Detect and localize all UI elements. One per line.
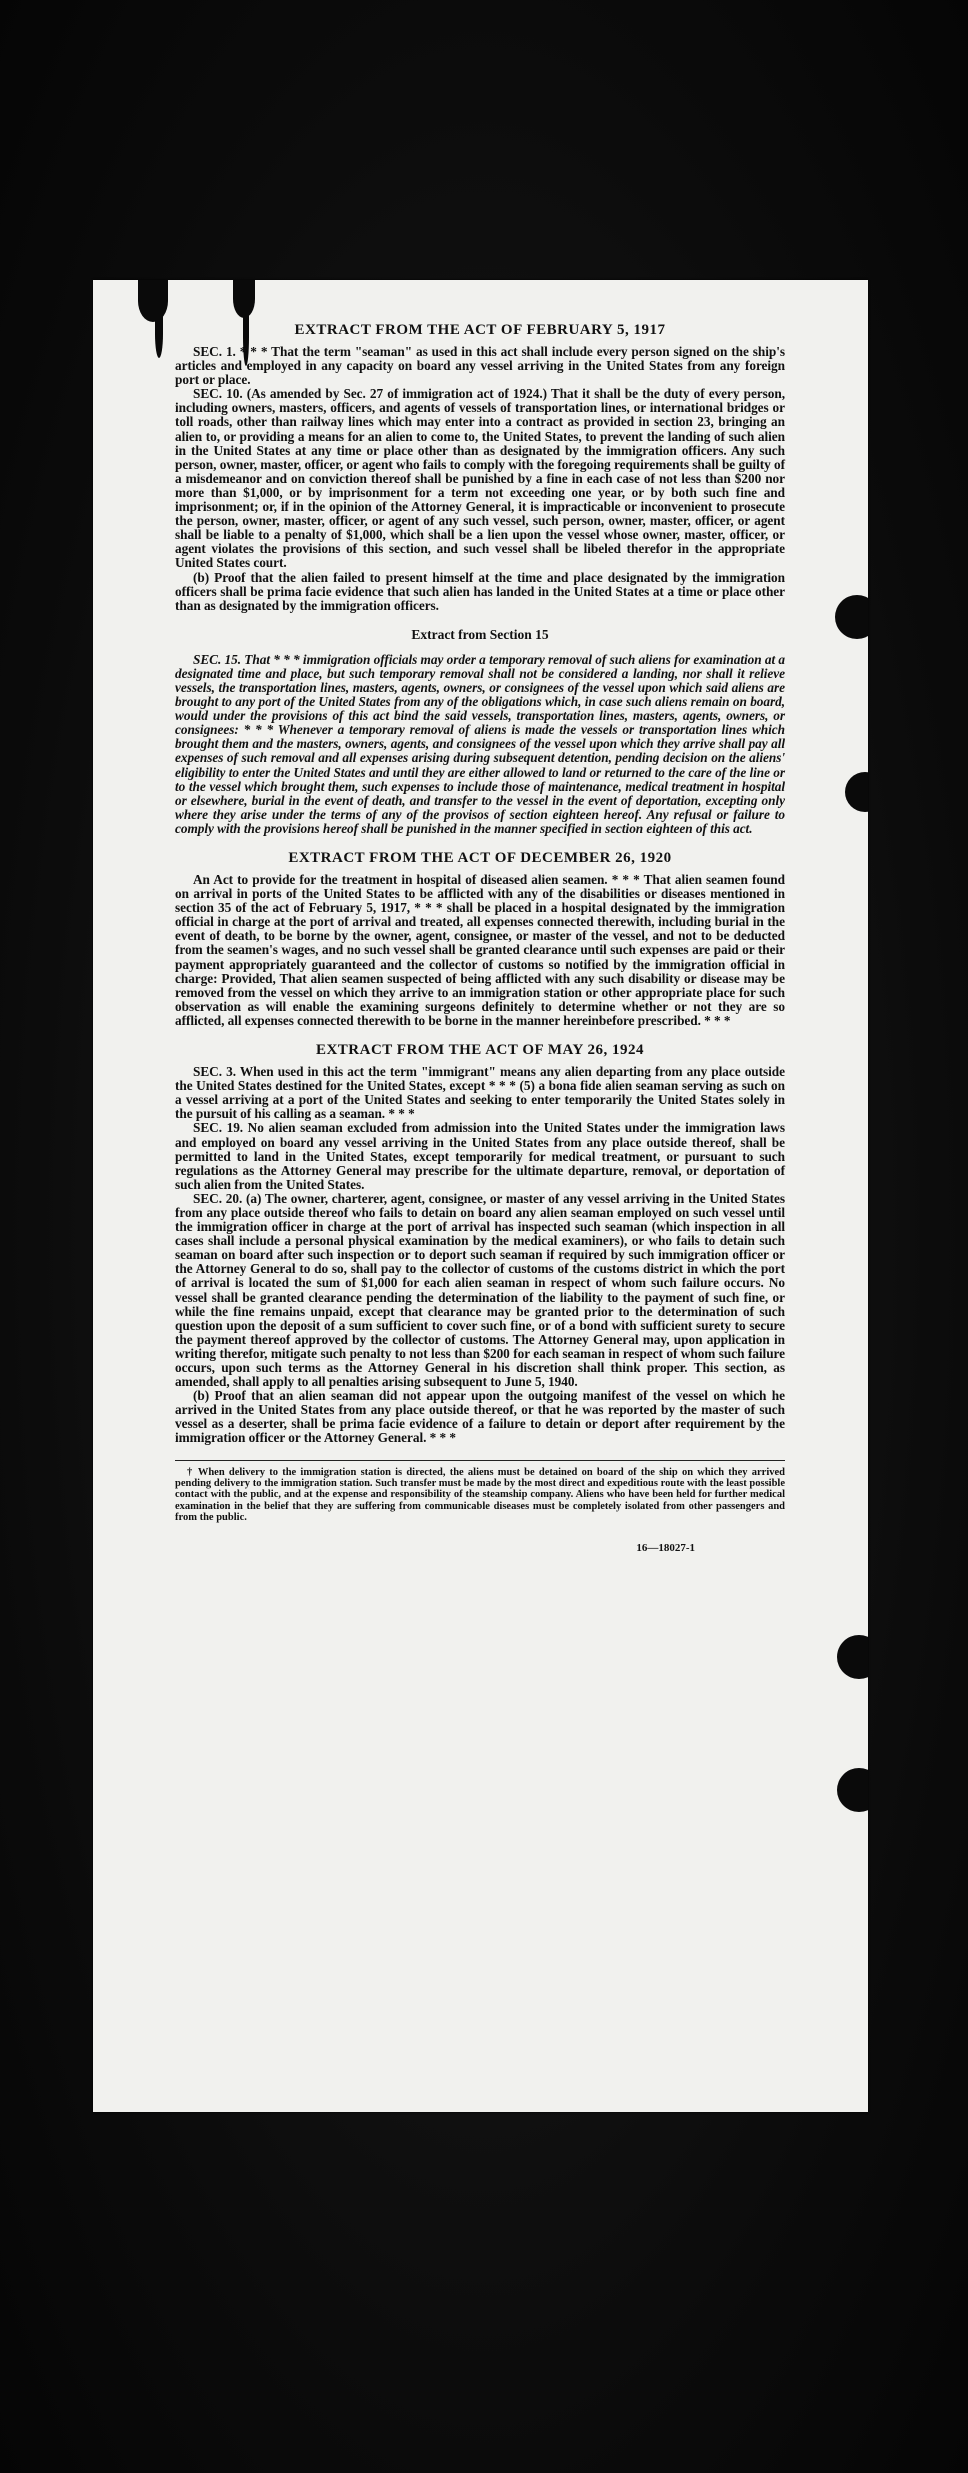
hole-mark-2 [845, 772, 868, 812]
section-dec-1920 [175, 850, 785, 1028]
paragraph: (b) Proof that the alien failed to present himself at the time and place designated by the immigration officers shall be prima facie evidence that such alien has landed in the United States at a time or place other than as designated by the immigration officers. [175, 569, 785, 613]
paragraph: SEC. 3. When used in this act the term "immigrant" means any alien departing from any place outside the United States destined for the United States, except * * * (5) a bona fide alien seaman serving as such on a vessel arriving at a port of the United States and seeking to enter temporarily the United States solely in the pursuit of his calling as a seaman. * * * [175, 1064, 785, 1122]
heading-dec-1920: EXTRACT FROM THE ACT OF DECEMBER 26, 1920 [288, 850, 672, 866]
paragraph: An Act to provide for the treatment in hospital of diseased alien seamen. * * * That alien seamen found on arrival in ports of the United States to be afflicted with any of the disabilities or diseases mentioned in section 35 of the act of February 5, 1917, * * * shall be placed in a hospital designated by the immigration official in charge at the port of arrival and treated, all expenses connected therewith, including burial in the event of death, to be borne by the owner, agent, consignee, or master of the vessel, and not to be deducted from the seamen's wages, and no such vessel shall be granted clearance until such expenses are paid or their payment appropriately guaranteed and the collector of customs so notified by the immigration official in charge: Provided, That alien seamen suspected of being afflicted with any such disability or disease may be removed from the vessel on which they arrive to an immigration station or other appropriate place for such observation as will enable the examining surgeons definitely to determine whether or not they are so afflicted, all expenses connected therewith to be borne in the manner hereinbefore prescribed. * * * [175, 872, 785, 1028]
heading-section-15: Extract from Section 15 [411, 626, 549, 642]
paragraph: (b) Proof that an alien seaman did not appear upon the outgoing manifest of the vessel on which he arrived in the United States from any place outside thereof, or that he was reported by the master of such vessel as a deserter, shall be prima facie evidence of a failure to detain or deport after requirement by the immigration officer or the Attorney General. * * * [175, 1388, 785, 1446]
hole-mark-4 [837, 1768, 868, 1812]
hole-mark-1 [835, 595, 868, 639]
paragraph: SEC. 20. (a) The owner, charterer, agent, consignee, or master of any vessel arriving in the United States from any place outside thereof who fails to detain on board any alien seaman employed on such vessel until the immigration officer in charge at the port of arrival has inspected such seaman (which inspection in all cases shall include a personal physical examination by the medical examiners), or who fails to detain such seaman on board after such inspection or to deport such seaman if required by such immigration officer or the Attorney General to do so, shall pay to the collector of customs of the customs district in which the port of arrival is located the sum of $1,000 for each alien seaman in respect of whom such failure occurs. No vessel shall be granted clearance pending the determination of the liability to the payment of such fine, or while the fine remains unpaid, except that clearance may be granted prior to the determination of such question upon the deposit of a sum sufficient to cover such fine, or of a bond with sufficient surety to secure the payment thereof approved by the collector of customs. The Attorney General may, upon application in writing therefor, mitigate such penalty to not less than $200 for each seaman in respect of whom such failure occurs, upon such terms as the Attorney General in his discretion shall think proper. This section, as amended, shall apply to all penalties arising subsequent to June 5, 1940. [175, 1190, 785, 1390]
form-number: 16—18027-1 [636, 1541, 695, 1554]
footnote: † When delivery to the immigration station is directed, the aliens must be detained on board of the ship on which they arrived pending delivery to the immigration station. Such transfer must be made by the most direct and expeditious route with the least possible contact with the public, and at the expense and responsibility of the steamship company. Aliens who have been held for further medical examination in the belief that they are suffering from communicable diseases must be completely isolated from other passengers and from the public. [175, 1466, 785, 1524]
document-text [175, 322, 785, 1554]
paragraph: SEC. 10. (As amended by Sec. 27 of immigration act of 1924.) That it shall be the duty of every person, including owners, masters, officers, and agents of vessels of transportation lines, or international bridges or toll roads, other than railway lines which may enter into a contract as provided in section 23, bringing an alien to, or providing a means for an alien to come to, the United States, to prevent the landing of such alien in the United States at any time or place other than as designated by the immigration officers. Any such person, owner, master, officer, or agent who fails to comply with the foregoing requirements shall be guilty of a misdemeanor and on conviction thereof shall be punished by a fine in each case of not less than $200 nor more than $1,000, or by imprisonment for a term not exceeding one year, or by both such fine and imprisonment; or, if in the opinion of the Attorney General, it is impracticable or inconvenient to prosecute the person, owner, master, officer, or agent of any such vessel, such person, owner, master, officer, or agent shall be liable to a penalty of $1,000, which shall be a lien upon the vessel whose owner, master, officer, or agent violates the provisions of this section, and such vessel shall be libeled therefor in the appropriate United States court. [175, 386, 785, 571]
paragraph: SEC. 1. * * * That the term "seaman" as used in this act shall include every person signed on the ship's articles and employed in any capacity on board any vessel arriving in the United States from any foreign port or place. [175, 344, 785, 388]
paragraph: SEC. 15. That * * * immigration officials may order a temporary removal of such aliens for examination at a designated time and place, but such temporary removal shall not be considered a landing, nor shall it relieve vessels, the transportation lines, masters, agents, owners, or consignees of the vessel upon which said aliens are brought to any port of the United States from any of the obligations which, in case such aliens remain on board, would under the provisions of this act bind the said vessels, transportation lines, masters, agents, owners, or consignees: * * * Whenever a temporary removal of aliens is made the vessels or transportation lines which brought them and the masters, owners, agents, and consignees of the vessel upon which they arrive shall pay all expenses of such removal and all expenses arising during subsequent detention, pending decision on the aliens' eligibility to enter the United States and until they are either allowed to land or returned to the care of the line or to the vessel which brought them, such expenses to include those of maintenance, medical treatment in hospital or elsewhere, burial in the event of death, and transfer to the vessel in the event of deportation, excepting only where they arise under the terms of any of the provisos of section eighteen hereof. Any refusal or failure to comply with the provisions hereof shall be punished in the manner specified in section eighteen of this act. [175, 651, 785, 836]
heading-may-1924: EXTRACT FROM THE ACT OF MAY 26, 1924 [315, 1042, 645, 1059]
document-page [93, 280, 868, 2112]
hole-mark-3 [837, 1635, 868, 1679]
ink-drip-left-tail [155, 310, 163, 358]
section-feb-1917 [175, 322, 785, 613]
heading-feb-1917: EXTRACT FROM THE ACT OF FEBRUARY 5, 1917 [294, 322, 666, 338]
paragraph: SEC. 19. No alien seaman excluded from admission into the United States under the immigration laws and employed on board any vessel arriving in the United States from any place outside thereof, shall be permitted to land in the United States, except temporarily for medical treatment, or pursuant to such regulations as the Attorney General may prescribe for the ultimate departure, removal, or deportation of such alien from the United States. [175, 1120, 785, 1192]
ink-drip-left [138, 280, 168, 322]
section-15 [175, 627, 785, 836]
section-may-1924 [175, 1042, 785, 1446]
footnote-divider [175, 1460, 785, 1461]
